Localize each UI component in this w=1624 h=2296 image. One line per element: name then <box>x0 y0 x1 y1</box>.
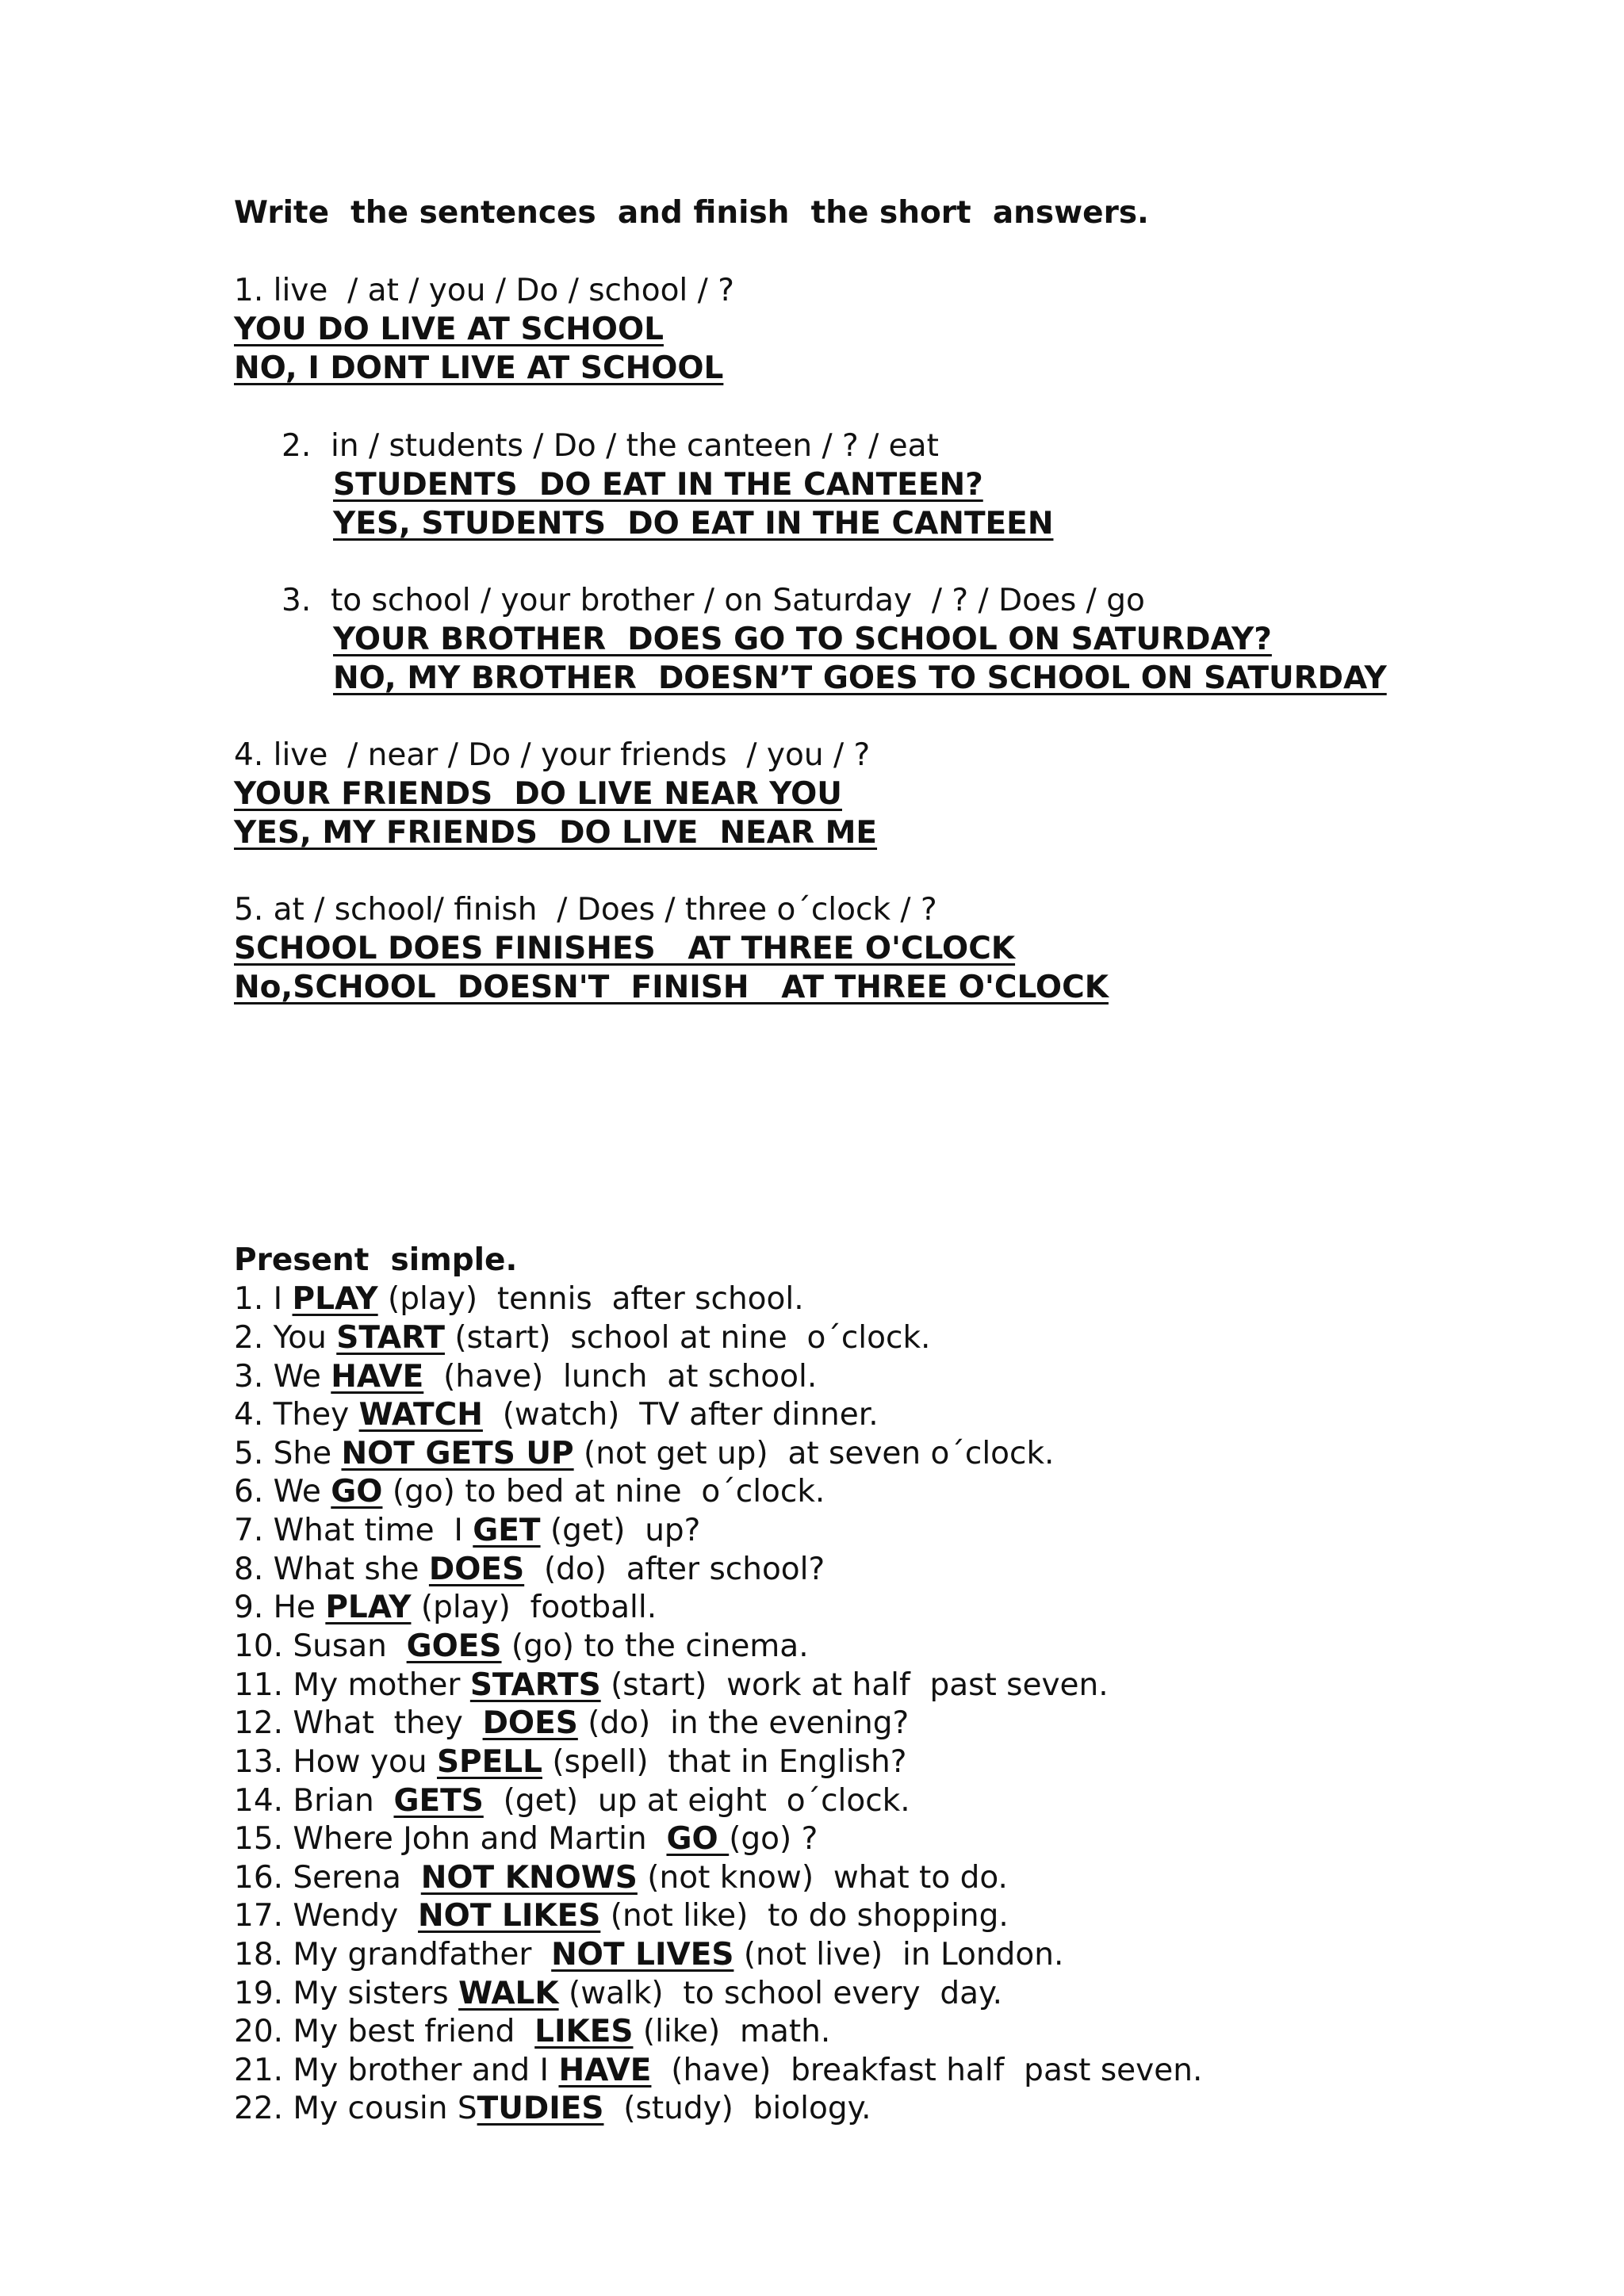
exercise-line: 22. My cousin STUDIES (study) biology. <box>234 2091 871 2126</box>
s1-item2-answer1: STUDENTS DO EAT IN THE CANTEEN? <box>333 467 983 503</box>
exercise-line: 2. You START (start) school at nine o´clock. <box>234 1320 931 1356</box>
s1-item5-answer1: SCHOOL DOES FINISHES AT THREE O'CLOCK <box>234 931 1016 966</box>
s1-item4-answer2: YES, MY FRIENDS DO LIVE NEAR ME <box>234 815 878 851</box>
exercise-answer: DOES <box>482 1705 578 1741</box>
exercise-line: 15. Where John and Martin GO (go) ? <box>234 1821 818 1857</box>
exercise-answer: NOT LIVES <box>551 1937 734 1973</box>
exercise-line: 11. My mother STARTS (start) work at half past seven. <box>234 1667 1109 1703</box>
section2-heading: Present simple. <box>234 1242 518 1278</box>
exercise-line: 12. What they DOES (do) in the evening? <box>234 1705 910 1741</box>
exercise-line: 19. My sisters WALK (walk) to school every day. <box>234 1976 1002 2011</box>
exercise-answer: STARTS <box>469 1667 601 1703</box>
exercise-line: 9. He PLAY (play) football. <box>234 1590 657 1625</box>
exercise-answer: GETS <box>393 1783 484 1819</box>
exercise-answer: GO <box>666 1821 730 1857</box>
s1-item3-prompt: 3. to school / your brother / on Saturday / ? / Does / go <box>282 583 1145 618</box>
exercise-answer: START <box>336 1320 445 1356</box>
section1-heading: Write the sentences and finish the short answers. <box>234 195 1149 231</box>
exercise-line: 14. Brian GETS (get) up at eight o´clock. <box>234 1783 910 1819</box>
s1-item1-prompt: 1. live / at / you / Do / school / ? <box>234 273 734 308</box>
exercise-answer: LIKES <box>534 2014 634 2049</box>
s1-item3-answer1: YOUR BROTHER DOES GO TO SCHOOL ON SATURDAY? <box>333 622 1272 657</box>
s1-item4-prompt: 4. live / near / Do / your friends / you / ? <box>234 737 871 773</box>
exercise-answer: SPELL <box>436 1744 542 1780</box>
exercise-answer: DOES <box>428 1552 525 1587</box>
s1-item5-answer2: No,SCHOOL DOESN'T FINISH AT THREE O'CLOCK <box>234 970 1109 1005</box>
exercise-answer: GO <box>331 1474 383 1510</box>
exercise-line: 4. They WATCH (watch) TV after dinner. <box>234 1397 879 1433</box>
exercise-line: 8. What she DOES (do) after school? <box>234 1552 825 1587</box>
exercise-answer: PLAY <box>292 1281 378 1317</box>
exercise-line: 17. Wendy NOT LIKES (not like) to do shopping. <box>234 1898 1009 1934</box>
exercise-answer: NOT KNOWS <box>420 1860 638 1896</box>
exercise-line: 7. What time I GET (get) up? <box>234 1513 701 1548</box>
exercise-answer: HAVE <box>558 2053 652 2088</box>
exercise-line: 6. We GO (go) to bed at nine o´clock. <box>234 1474 825 1510</box>
s1-item4-answer1: YOUR FRIENDS DO LIVE NEAR YOU <box>234 776 842 812</box>
exercise-line: 13. How you SPELL (spell) that in English? <box>234 1744 907 1780</box>
exercise-line: 18. My grandfather NOT LIVES (not live) in London. <box>234 1937 1064 1973</box>
exercise-line: 16. Serena NOT KNOWS (not know) what to do. <box>234 1860 1008 1896</box>
exercise-line: 20. My best friend LIKES (like) math. <box>234 2014 831 2049</box>
s1-item3-answer2: NO, MY BROTHER DOESN’T GOES TO SCHOOL ON SATURDAY <box>333 660 1387 696</box>
s1-item2-answer2: YES, STUDENTS DO EAT IN THE CANTEEN <box>333 506 1054 541</box>
exercise-line: 3. We HAVE (have) lunch at school. <box>234 1359 818 1395</box>
exercise-answer: PLAY <box>325 1590 412 1625</box>
exercise-answer: NOT LIKES <box>418 1898 601 1934</box>
s1-item2-prompt: 2. in / students / Do / the canteen / ? / eat <box>282 428 939 464</box>
exercise-answer: HAVE <box>331 1359 424 1395</box>
s1-item5-prompt: 5. at / school/ finish / Does / three o´clock / ? <box>234 892 937 928</box>
exercise-line: 5. She NOT GETS UP (not get up) at seven o´clock. <box>234 1436 1055 1471</box>
exercise-answer: GOES <box>406 1628 502 1664</box>
exercise-answer: GET <box>473 1513 541 1548</box>
exercise-answer: WATCH <box>358 1397 483 1433</box>
exercise-line: 21. My brother and I HAVE (have) breakfast half past seven. <box>234 2053 1203 2088</box>
exercise-answer: TUDIES <box>477 2091 604 2126</box>
exercise-answer: WALK <box>458 1976 559 2011</box>
s1-item1-answer2: NO, I DONT LIVE AT SCHOOL <box>234 350 724 386</box>
exercise-line: 10. Susan GOES (go) to the cinema. <box>234 1628 809 1664</box>
s1-item1-answer1: YOU DO LIVE AT SCHOOL <box>234 312 664 347</box>
exercise-answer: NOT GETS UP <box>341 1436 574 1471</box>
exercise-line: 1. I PLAY (play) tennis after school. <box>234 1281 804 1317</box>
